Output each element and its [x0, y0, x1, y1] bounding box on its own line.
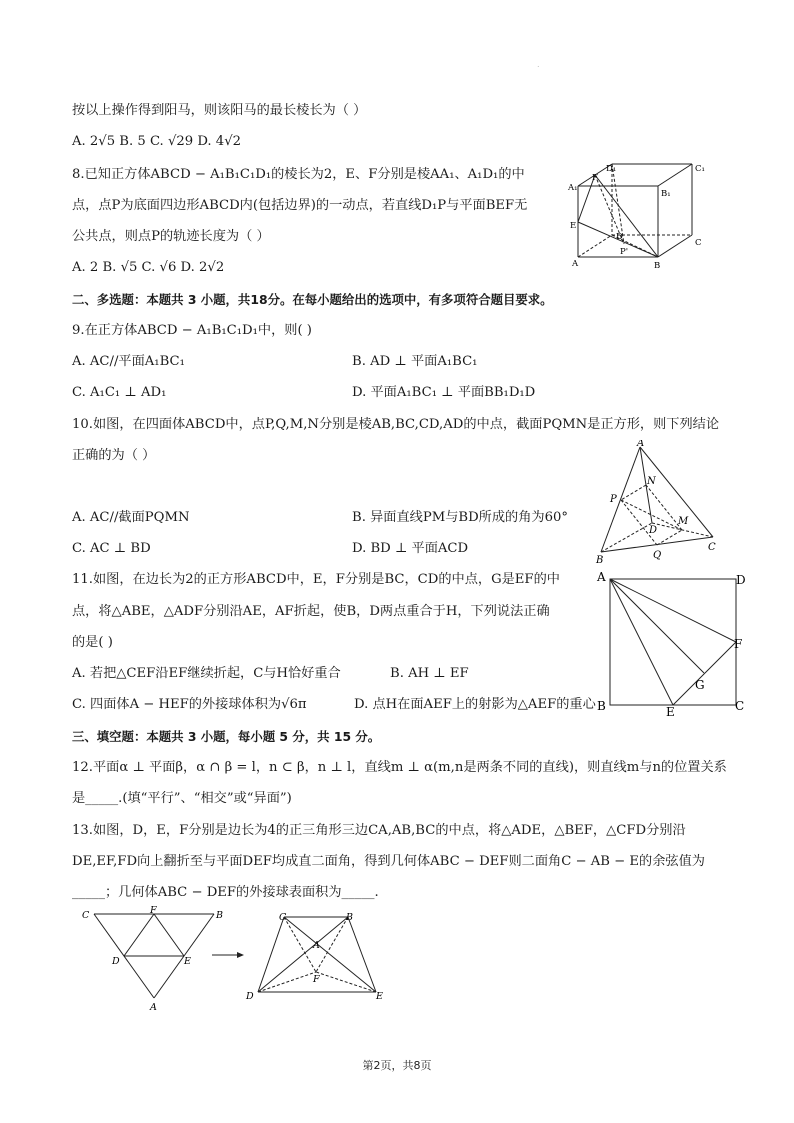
cube-label: C₁	[695, 164, 705, 174]
square-label: D	[736, 573, 746, 587]
q11-line3: 的是( )	[72, 635, 113, 650]
cube-label: D₁	[606, 164, 617, 174]
cube-label: A₁	[568, 183, 578, 193]
fold-label: B	[216, 910, 223, 921]
fold-label: F	[313, 974, 320, 985]
fold-label: D	[112, 956, 120, 967]
square-figure	[594, 568, 754, 720]
square-label: B	[597, 699, 606, 713]
tetra-label: B	[596, 555, 604, 565]
q10-option-a: A. AC//截面PQMN	[72, 510, 190, 525]
fold-label: F	[150, 906, 157, 916]
q13-line1: 13.如图，D，E，F分别是边长为4的正三角形三边CA,AB,BC的中点，将△ADE，△BEF，△CFD分别沿	[72, 823, 686, 838]
tetra-label: Q	[653, 550, 662, 561]
q13-line2: DE,EF,FD向上翻折至与平面DEF均成直二面角，得到几何体ABC − DEF则二面角C − AB − E的余弦值为	[72, 854, 705, 869]
square-label: F	[734, 637, 743, 651]
fold-label: C	[82, 910, 90, 921]
cube-label: E	[570, 221, 577, 231]
q11-option-b: B. AH ⊥ EF	[390, 666, 469, 681]
square-label: G	[695, 678, 705, 692]
fold-label: A	[150, 1002, 157, 1013]
tetra-label: M	[678, 516, 689, 527]
fold-label: E	[184, 956, 191, 967]
q10-option-c: C. AC ⊥ BD	[72, 541, 151, 556]
cube-label: A	[572, 259, 579, 269]
fold-label: A	[313, 940, 320, 951]
cube-figure	[562, 158, 712, 270]
q7-tail: 按以上操作得到阳马，则该阳马的最长棱长为（ ）	[72, 103, 367, 118]
q9-option-a: A. AC//平面A₁BC₁	[72, 354, 185, 369]
q11-option-c: C. 四面体A − HEF的外接球体积为√6π	[72, 697, 307, 712]
cube-label: D	[616, 232, 623, 242]
cube-label: B	[654, 261, 661, 270]
q8-line1: 8.已知正方体ABCD − A₁B₁C₁D₁的棱长为2，E、F分别是棱AA₁、A₁D₁的中	[72, 167, 525, 182]
q8-options: A. 2 B. √5 C. √6 D. 2√2	[72, 260, 225, 275]
q11-line2: 点，将△ABE，△ADF分别沿AE，AF折起，使B，D两点重合于H，下列说法正确	[72, 604, 550, 619]
fold-label: E	[376, 991, 383, 1002]
q12-line2: 是_____.(填“平行”、“相交”或“异面”)	[72, 791, 292, 806]
q9-stem: 9.在正方体ABCD − A₁B₁C₁D₁中，则( )	[72, 323, 312, 338]
tetra-label: D	[649, 525, 658, 536]
tetrahedron-figure	[592, 440, 724, 565]
q10-line2: 正确的为（ ）	[72, 448, 156, 463]
tetra-label: N	[647, 476, 656, 487]
tetra-label: C	[708, 542, 716, 553]
section2-heading: 二、多选题：本题共 3 小题，共18分。在每小题给出的选项中，有多项符合题目要求。	[72, 292, 553, 307]
q7-options: A. 2√5 B. 5 C. √29 D. 4√2	[72, 134, 241, 149]
q9-option-b: B. AD ⊥ 平面A₁BC₁	[352, 354, 478, 369]
q11-option-d: D. 点H在面AEF上的射影为△AEF的重心	[354, 697, 596, 712]
cube-label: C	[695, 238, 702, 248]
q9-option-d: D. 平面A₁BC₁ ⊥ 平面BB₁D₁D	[352, 385, 536, 400]
square-label: A	[597, 570, 606, 584]
scan-dot: .	[537, 60, 540, 69]
fold-label: C	[279, 912, 287, 923]
page-footer: 第2页，共8页	[362, 1059, 432, 1072]
cube-label: F	[592, 173, 598, 183]
q10-option-d: D. BD ⊥ 平面ACD	[352, 541, 469, 556]
q10-line1: 10.如图，在四面体ABCD中，点P,Q,M,N分别是棱AB,BC,CD,AD的中点，截面PQMN是正方形，则下列结论	[72, 417, 720, 432]
square-label: E	[666, 705, 675, 719]
tetra-label: A	[637, 440, 645, 449]
cube-label: P'	[620, 247, 629, 257]
fold-label: B	[346, 912, 353, 923]
q8-line3: 公共点，则点P的轨迹长度为（ ）	[72, 229, 270, 244]
q11-option-a: A. 若把△CEF沿EF继续折起，C与H恰好重合	[72, 666, 341, 681]
q8-line2: 点，点P为底面四边形ABCD内(包括边界)的一动点，若直线D₁P与平面BEF无	[72, 198, 528, 213]
q13-line3: _____；几何体ABC − DEF的外接球表面积为_____.	[72, 885, 379, 900]
square-label: C	[735, 699, 745, 713]
fold-label: D	[246, 991, 254, 1002]
section3-heading: 三、填空题：本题共 3 小题，每小题 5 分，共 15 分。	[72, 729, 381, 744]
q11-line1: 11.如图，在边长为2的正方形ABCD中，E，F分别是BC，CD的中点，G是EF的中	[72, 572, 560, 587]
q9-option-c: C. A₁C₁ ⊥ AD₁	[72, 385, 167, 400]
cube-label: B₁	[661, 189, 671, 199]
tetra-label: P	[610, 494, 617, 505]
q12-line1: 12.平面α ⊥ 平面β，α ∩ β = l，n ⊂ β，n ⊥ l，直线m ⊥ α(m,n是两条不同的直线)，则直线m与n的位置关系	[72, 760, 727, 775]
folding-figure	[76, 906, 396, 1014]
q10-option-b: B. 异面直线PM与BD所成的角为60°	[352, 510, 568, 525]
